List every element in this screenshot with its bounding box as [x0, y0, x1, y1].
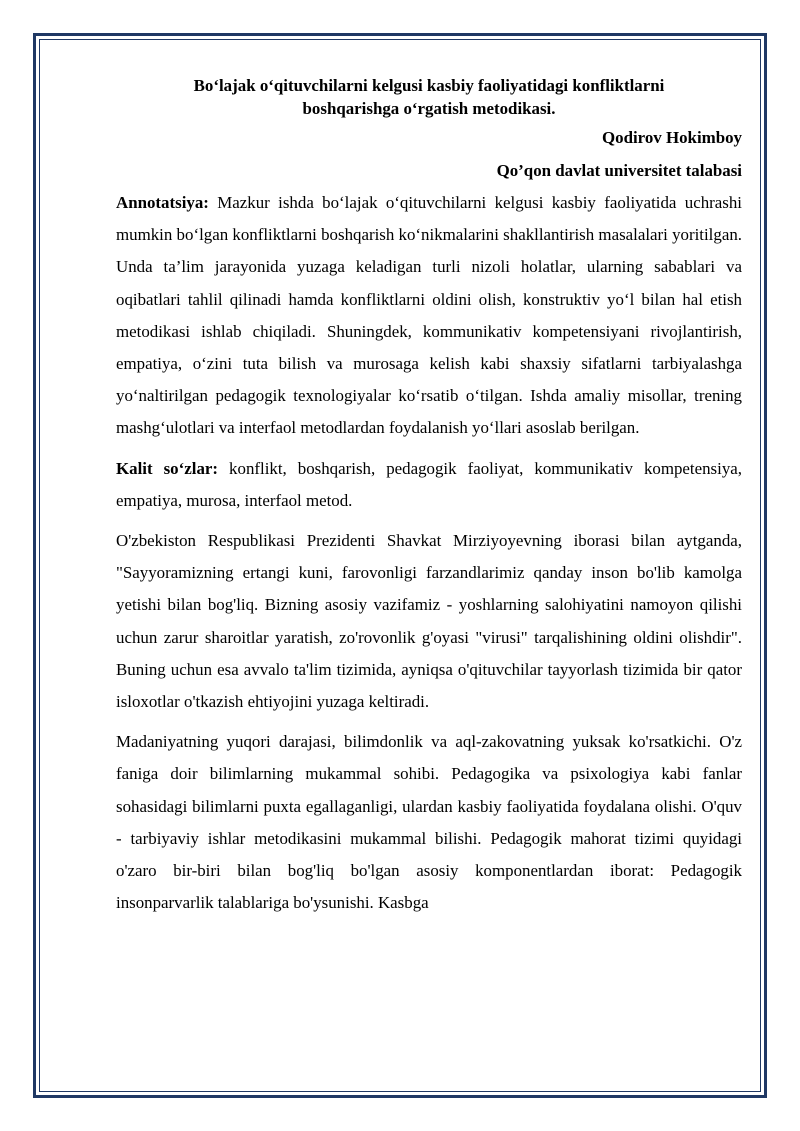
author-name: Qodirov Hokimboy	[602, 128, 742, 147]
article-title	[116, 74, 742, 120]
keywords-label: Kalit so‘zlar:	[116, 458, 219, 478]
author-affiliation: Qo’qon davlat universitet talabasi	[496, 161, 742, 180]
keywords-paragraph	[116, 453, 742, 517]
abstract-paragraph	[116, 187, 742, 445]
body-paragraph-2: Madaniyatning yuqori darajasi, bilimdonlik va aql-zakovatning yuksak ko'rsatkichi. O'z faniga doir bilimlarning mukammal sohibi. Pedagogika va psixologiya kabi fanlar sohasidagi bilimlarni puxta egallaganligi, ulardan kasbiy faoliyatida foydalana olishi. O'quv - tarbiyaviy ishlar metodikasini mukammal bilishi. Pedagogik mahorat tizimi quyidagi o'zaro bir-biri bilan bog'liq bo'lgan asosiy komponentlardan iborat: Pedagogik insonparvarlik talablariga bo'ysunishi. Kasbga	[116, 732, 742, 913]
abstract-label: Annotatsiya:	[116, 193, 209, 212]
abstract-text: Mazkur ishda bo‘lajak o‘qituvchilarni kelgusi kasbiy faoliyatida uchrashi mumkin bo‘lgan konfliktlarni boshqarish ko‘nikmalarini shakllantirish masalalari yoritilgan. Unda ta’lim jarayonida yuzaga keladigan turli nizoli holatlar, ularning sabablari va oqibatlari tahlil qilinadi hamda konfliktlarni oldini olish, konstruktiv yo‘l bilan hal etish metodikasi ishlab chiqiladi. Shuningdek, kommunikativ kompetensiyani rivojlantirish, empatiya, o‘zini tuta bilish va murosaga kelish kabi shaxsiy sifatlarni tarbiyalashga yo‘naltirilgan pedagogik texnologiyalar ko‘rsatib o‘tilgan. Ishda amaliy misollar, trening mashg‘ulotlari va interfaol metodlardan foydalanish yo‘llari asoslab berilgan.	[116, 193, 742, 438]
title-line-2: boshqarishga o‘rgatish metodikasi.	[302, 99, 556, 118]
document-page	[116, 74, 742, 919]
title-line-1: Bo‘lajak o‘qituvchilarni kelgusi kasbiy faoliyatidagi konfliktlarni	[193, 76, 665, 95]
keywords-text: konflikt, boshqarish, pedagogik faoliyat, kommunikativ kompetensiya, empatiya, murosa, interfaol metod.	[116, 458, 742, 510]
body-paragraph-1: O'zbekiston Respublikasi Prezidenti Shavkat Mirziyoyevning iborasi bilan aytganda, "Sayyoramizning ertangi kuni, farovonligi farzandlarimiz qanday inson bo'lib kamolga yetishi bilan bog'liq. Bizning asosiy vazifamiz - yoshlarning salohiyatini namoyon qilishi uchun zarur sharoitlar yaratish, zo'rovonlik g'oyasi "virusi" tarqalishining oldini olishdir". Buning uchun esa avvalo ta'lim tizimida, ayniqsa o'qituvchilar tayyorlash tizimida bir qator isloxotlar o'tkazish ehtiyojini yuzaga keltiradi.	[116, 531, 742, 712]
